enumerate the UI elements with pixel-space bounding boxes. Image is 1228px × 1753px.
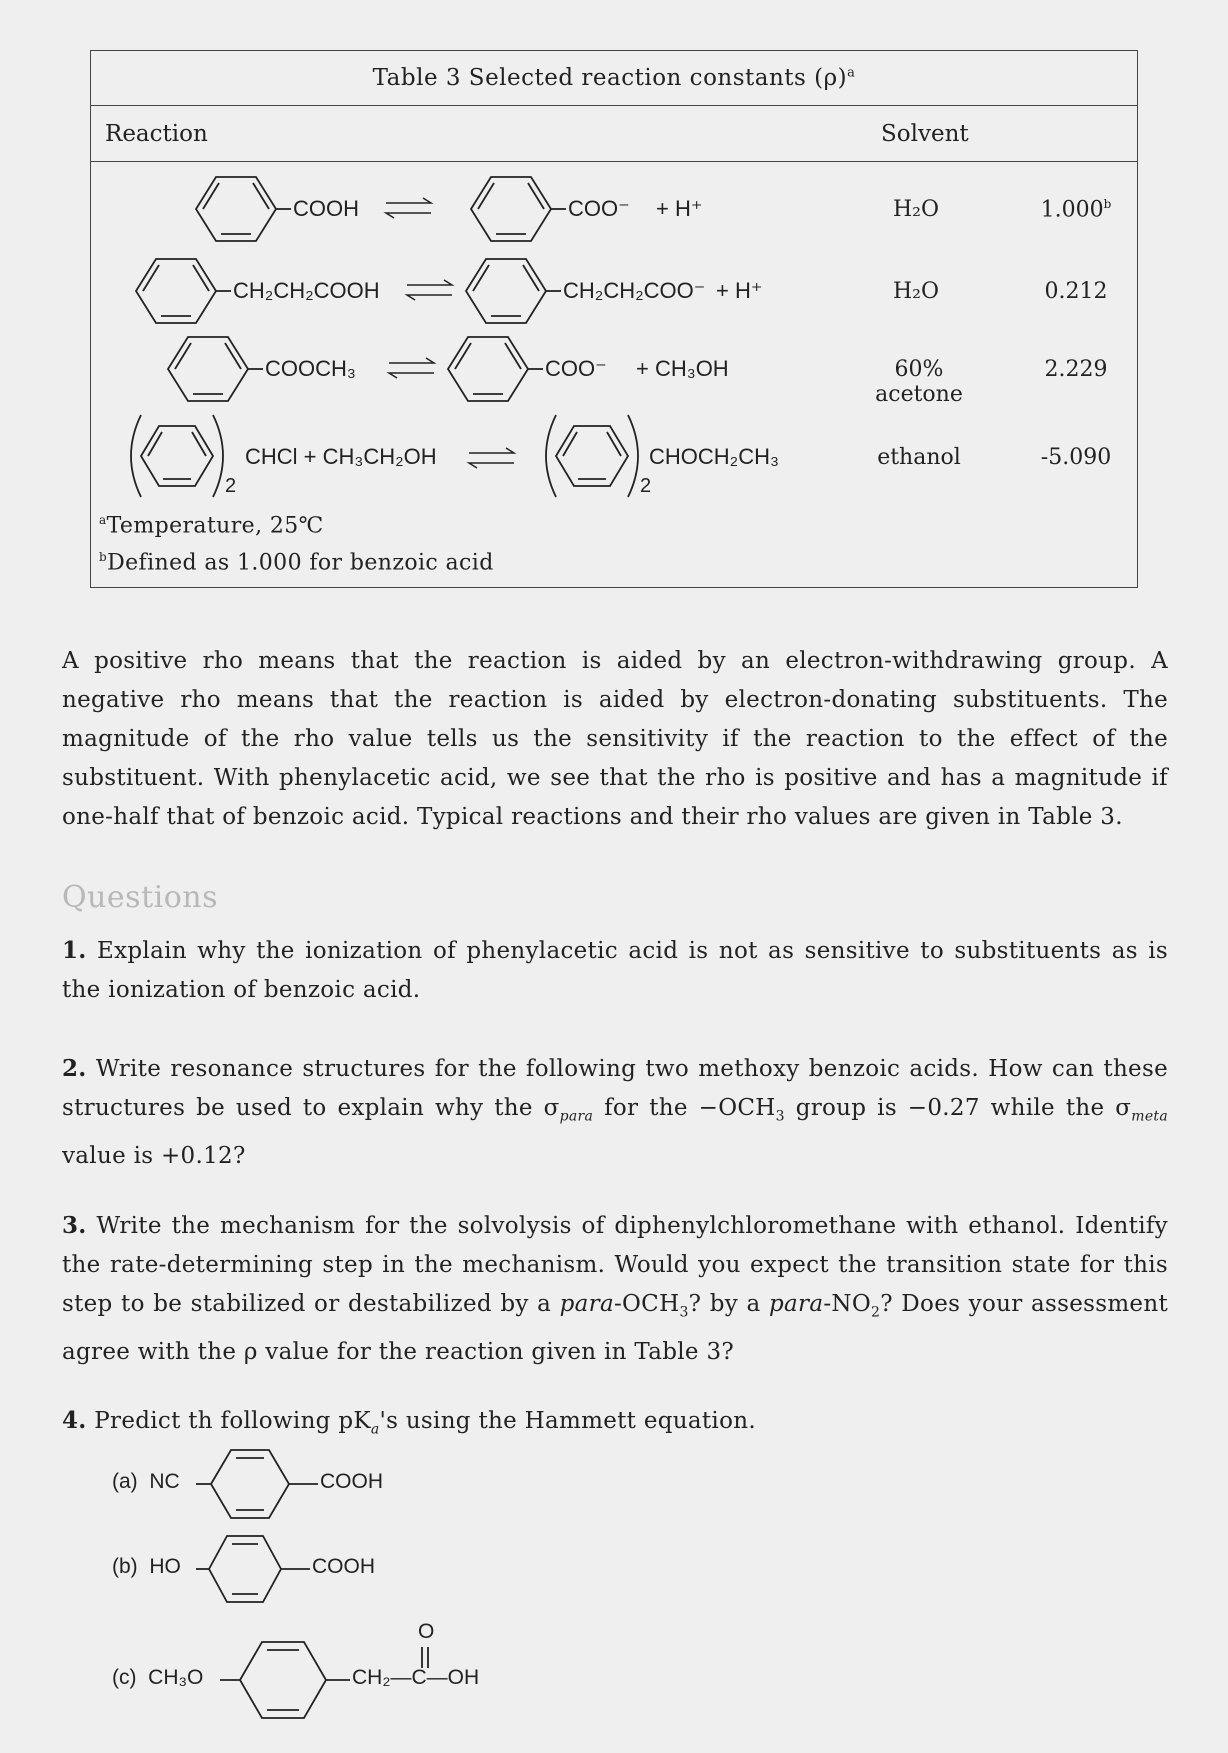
solvent-cell: 60% acetone: [875, 357, 963, 407]
reactant-label: COOCH₃: [265, 356, 356, 381]
question-1: 1. Explain why the ionization of phenylacetic acid is not as sensitive to substituents as is the ionization of benzoic acid.: [62, 937, 1168, 1003]
rho-cell: 0.212: [1044, 279, 1108, 304]
subscript-two: 2: [640, 475, 652, 497]
reactant-label: CH₂CH₂COOH: [233, 278, 380, 303]
carbonyl-oxygen: O: [418, 1620, 435, 1643]
structure-a-group: COOH: [320, 1470, 383, 1493]
structure-c-group: CH₂—C—OH: [352, 1666, 480, 1689]
product-label: CH₂CH₂COO⁻: [563, 278, 706, 303]
column-header-reaction: Reaction: [105, 121, 208, 147]
footnote-b: $^b$Defined as 1.000 for benzoic acid: [99, 550, 494, 576]
question-4: 4. Predict th following $pK_a's$ using the Hammett equation.: [62, 1407, 756, 1438]
benzene-ring-icon: [240, 1642, 326, 1718]
reactant-label: CHCl + CH₃CH₂OH: [245, 444, 437, 469]
subscript-two: 2: [225, 475, 237, 497]
column-header-solvent: Solvent: [881, 121, 969, 147]
table-title: Table 3 Selected reaction constants $(\rho)^a$: [372, 65, 856, 91]
byproduct-label: + CH₃OH: [636, 356, 729, 381]
benzene-ring-icon: [211, 1450, 289, 1518]
solvent-cell: H₂O: [892, 197, 940, 222]
solvent-cell: H₂O: [892, 279, 940, 304]
structure-c: (c) CH₃O: [112, 1666, 204, 1689]
benzene-ring-icon: [209, 1536, 281, 1602]
product-label: CHOCH₂CH₃: [649, 444, 779, 469]
rho-cell: -5.090: [1040, 445, 1112, 470]
structure-a: (a) NC: [112, 1470, 180, 1493]
body-paragraph: A positive rho means that the reaction is aided by an electron-withdrawing group. A negative rho means that the reaction is aided by electron-donating substituents. The magnitude of the rho value tells us the sensitivity if the reaction to the effect of the substituent. With phenylacetic acid, we see that the rho is positive and has a magnitude if one-half that of benzoic acid. Typical reactions and their rho values are given in Table 3.: [62, 648, 1168, 830]
product-label: COO⁻: [545, 356, 607, 381]
footnote-a: $^a$Temperature, 25℃: [99, 513, 324, 539]
byproduct-label: + H⁺: [656, 196, 703, 221]
solvent-cell: ethanol: [877, 445, 961, 470]
byproduct-label: + H⁺: [716, 278, 763, 303]
question-3: 3. Write the mechanism for the solvolysis of diphenylchloromethane with ethanol. Identify the rate-determining step in the mechanism. Would you expect the transition state for this step to be stabilized or destabilized by a para-$OCH_3$? by a para-$NO_2$? Does your assessment agree with the ρ value for the reaction given in Table 3?: [62, 1212, 1168, 1365]
product-label: COO⁻: [568, 196, 630, 221]
question-2: 2. Write resonance structures for the following two methoxy benzoic acids. How can these structures be used to explain why the $\sigma_{para}$ for the $-OCH_3$ group is −0.27 while the $\sigma_{meta}$ value is +0.12?: [62, 1055, 1168, 1169]
rho-cell: 1.000$^b$: [1040, 197, 1112, 223]
structure-b-group: COOH: [312, 1555, 375, 1578]
structure-b: (b) HO: [112, 1555, 181, 1578]
questions-heading: Questions: [62, 880, 218, 915]
reactant-label: COOH: [293, 196, 359, 221]
rho-cell: 2.229: [1044, 357, 1108, 382]
